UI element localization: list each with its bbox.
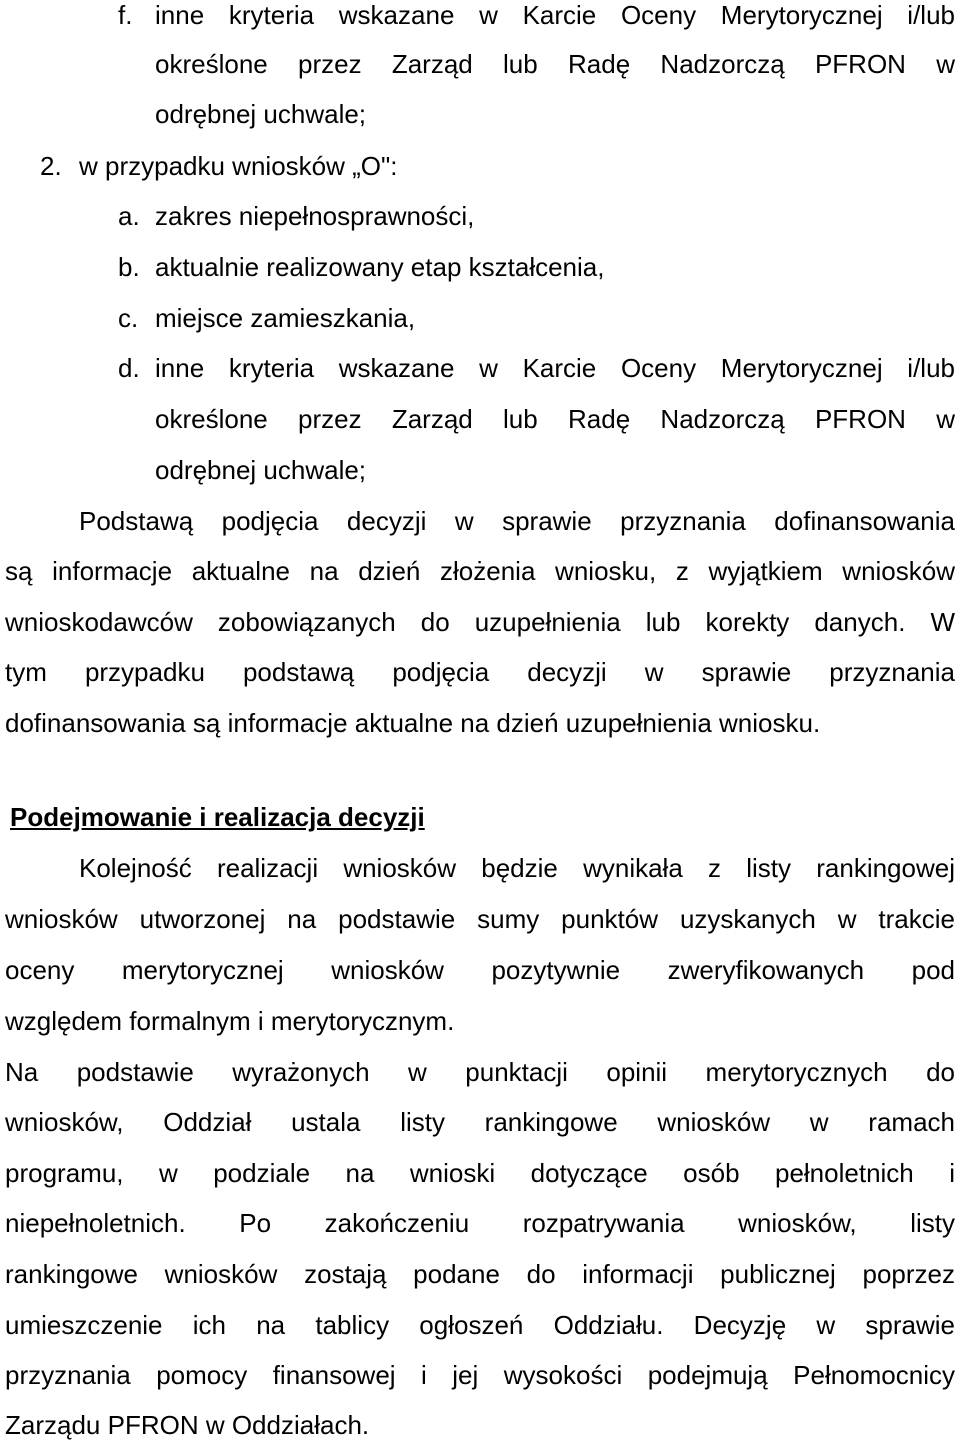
- list-marker: 2.: [40, 151, 62, 181]
- list-item-text: odrębnej uchwale;: [155, 99, 367, 129]
- list-marker: f.: [118, 0, 133, 30]
- paragraph-line: wnioskodawców zobowiązanych do uzupełnienia lub korekty danych. W: [5, 607, 955, 637]
- paragraph-line: Podstawą podjęcia decyzji w sprawie przyznania dofinansowania: [79, 506, 955, 536]
- paragraph-line: są informacje aktualne na dzień złożenia wniosku, z wyjątkiem wniosków: [5, 556, 955, 586]
- paragraph-line: tym przypadku podstawą podjęcia decyzji w sprawie przyznania: [5, 657, 955, 687]
- paragraph-line: względem formalnym i merytorycznym.: [5, 1006, 455, 1036]
- paragraph-line: umieszczenie ich na tablicy ogłoszeń Oddziału. Decyzję w sprawie: [5, 1310, 955, 1340]
- list-marker: d.: [118, 353, 140, 383]
- paragraph-line: przyznania pomocy finansowej i jej wysokości podejmują Pełnomocnicy: [5, 1360, 955, 1390]
- paragraph-line: wniosków, Oddział ustala listy rankingowe wniosków w ramach: [5, 1107, 955, 1137]
- list-item-text: odrębnej uchwale;: [155, 455, 367, 485]
- list-marker: b.: [118, 252, 140, 282]
- paragraph-line: wniosków utworzonej na podstawie sumy punktów uzyskanych w trakcie: [5, 904, 955, 934]
- list-item-text: określone przez Zarząd lub Radę Nadzorczą PFRON w: [155, 404, 955, 434]
- list-item-text: miejsce zamieszkania,: [155, 303, 416, 333]
- list-item-text: inne kryteria wskazane w Karcie Oceny Merytorycznej i/lub: [155, 353, 955, 383]
- list-item-text: aktualnie realizowany etap kształcenia,: [155, 252, 605, 282]
- list-item-text: w przypadku wniosków „O":: [79, 151, 398, 181]
- list-item-text: określone przez Zarząd lub Radę Nadzorczą PFRON w: [155, 49, 955, 79]
- list-marker: c.: [118, 303, 139, 333]
- paragraph-line: programu, w podziale na wnioski dotyczące osób pełnoletnich i: [5, 1158, 955, 1188]
- paragraph-line: rankingowe wniosków zostają podane do informacji publicznej poprzez: [5, 1259, 955, 1289]
- paragraph-line: Kolejność realizacji wniosków będzie wynikała z listy rankingowej: [79, 853, 955, 883]
- paragraph-line: oceny merytorycznej wniosków pozytywnie zweryfikowanych pod: [5, 955, 955, 985]
- paragraph-line: niepełnoletnich. Po zakończeniu rozpatrywania wniosków, listy: [5, 1208, 955, 1238]
- list-marker: a.: [118, 201, 140, 231]
- paragraph-line: Na podstawie wyrażonych w punktacji opinii merytorycznych do: [5, 1057, 955, 1087]
- list-item-text: inne kryteria wskazane w Karcie Oceny Merytorycznej i/lub: [155, 0, 955, 30]
- list-item-text: zakres niepełnosprawności,: [155, 201, 475, 231]
- paragraph-line: Zarządu PFRON w Oddziałach.: [5, 1410, 370, 1440]
- section-heading: Podejmowanie i realizacja decyzji: [10, 802, 425, 832]
- paragraph-line: dofinansowania są informacje aktualne na dzień uzupełnienia wniosku.: [5, 708, 821, 738]
